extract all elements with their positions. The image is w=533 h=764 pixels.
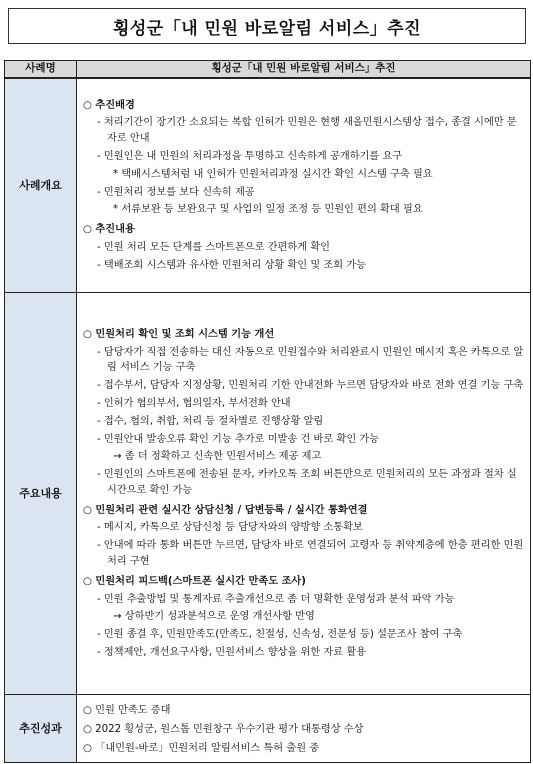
list-item: - 메시지, 카톡으로 상담신청 등 담당자와의 양방향 소통확보 [97, 522, 363, 534]
list-item: - 민원 종결 후, 민원만족도(만족도, 친절성, 신속성, 전문성 등) 설문조사 참여 구축 [97, 629, 463, 641]
section-heading: ○ 추진내용 [83, 224, 135, 236]
list-item: - 택배조회 시스템과 유사한 민원처리 상황 확인 및 조회 가능 [97, 259, 367, 271]
sub-note: → 좀 더 정확하고 신속한 민원서비스 제공 제고 [113, 451, 322, 463]
overview-content [77, 78, 531, 293]
section-heading: ○ 추진배경 [83, 99, 135, 111]
list-item: - 안내에 따라 통화 버튼만 누르면, 담당자 바로 연결되어 고령자 등 취약계층에 한층 편리한 민원처리 구현 [97, 540, 524, 568]
table-header-row [5, 61, 531, 78]
result-item: ○ 민원 만족도 증대 [83, 705, 171, 717]
overview-label: 사례개요 [5, 78, 77, 293]
overview-row [5, 78, 531, 293]
list-item: - 민원안내 발송오류 확인 기능 추가로 미발송 건 바로 확인 가능 [97, 433, 380, 445]
main-content-row [5, 293, 531, 695]
list-item: - 인허가 협의부서, 협의일자, 부서전화 안내 [97, 397, 291, 409]
list-item: - 민원처리 정보를 보다 신속히 제공 [97, 186, 255, 198]
case-name-value: 횡성군「내 민원 바로알림 서비스」추진 [77, 61, 531, 78]
result-label: 추진성과 [5, 695, 77, 763]
section-heading: ○ 민원처리 확인 및 조회 시스템 기능 개선 [83, 328, 275, 340]
list-item: - 민원인은 내 민원의 처리과정을 투명하고 신속하게 공개하기를 요구 [97, 150, 403, 162]
document-title: 횡성군「내 민원 바로알림 서비스」추진 [8, 8, 526, 44]
result-content [77, 695, 531, 763]
list-item: - 민원인의 스마트폰에 전송된 문자, 카카오톡 조회 버튼만으로 민원처리의 모든 과정과 절차 실시간으로 확인 가능 [97, 469, 517, 496]
sub-note: → 상하반기 성과분석으로 운영 개선사항 반영 [113, 611, 315, 623]
case-table [4, 60, 531, 763]
list-item: - 담당자가 직접 전송하는 대신 자동으로 민원접수와 처리완료시 민원인 메시지 혹은 카톡으로 알림 서비스 기능 구축 [97, 346, 524, 374]
result-item: ○ 「내민원-바로」민원처리 알림서비스 특허 출원 중 [83, 742, 320, 754]
list-item: - 민원 처리 모든 단계를 스마트폰으로 간편하게 확인 [97, 241, 331, 253]
case-name-header: 사례명 [5, 61, 77, 78]
list-item: - 처리기간이 장기간 소요되는 복합 인허가 민원은 현행 새올민원시스템상 접수, 종결 시에만 문자로 안내 [97, 117, 517, 145]
main-content-label: 주요내용 [5, 293, 77, 695]
list-item: - 정책제안, 개선요구사항, 민원서비스 향상을 위한 자료 활용 [97, 647, 367, 659]
result-row [5, 695, 531, 763]
section-heading: ○ 민원처리 관련 실시간 상담신청 / 답변등록 / 실시간 통화연결 [83, 504, 368, 516]
main-content-body [77, 293, 531, 695]
sub-note: * 서류보완 등 보완요구 및 사업의 일정 조정 등 민원인 편의 확대 필요 [113, 204, 423, 216]
list-item: - 민원 추출방법 및 통계자료 추출개선으로 좀 더 명확한 운영성과 분석 파악 가능 [97, 593, 455, 605]
section-heading: ○ 민원처리 피드백(스마트폰 실시간 만족도 조사) [83, 575, 306, 587]
sub-note: * 택배시스템처럼 내 인허가 민원처리과정 실시간 확인 시스템 구축 필요 [113, 168, 433, 180]
list-item: - 접수, 협의, 취합, 처리 등 절차별로 진행상황 알림 [97, 415, 324, 427]
list-item: - 접수부서, 담당자 지정상황, 민원처리 기한 안내전화 누르면 담당자와 바로 전화 연결 기능 구축 [97, 380, 524, 392]
result-item: ○ 2022 횡성군, 원스톱 민원창구 우수기관 평가 대통령상 수상 [83, 723, 364, 735]
